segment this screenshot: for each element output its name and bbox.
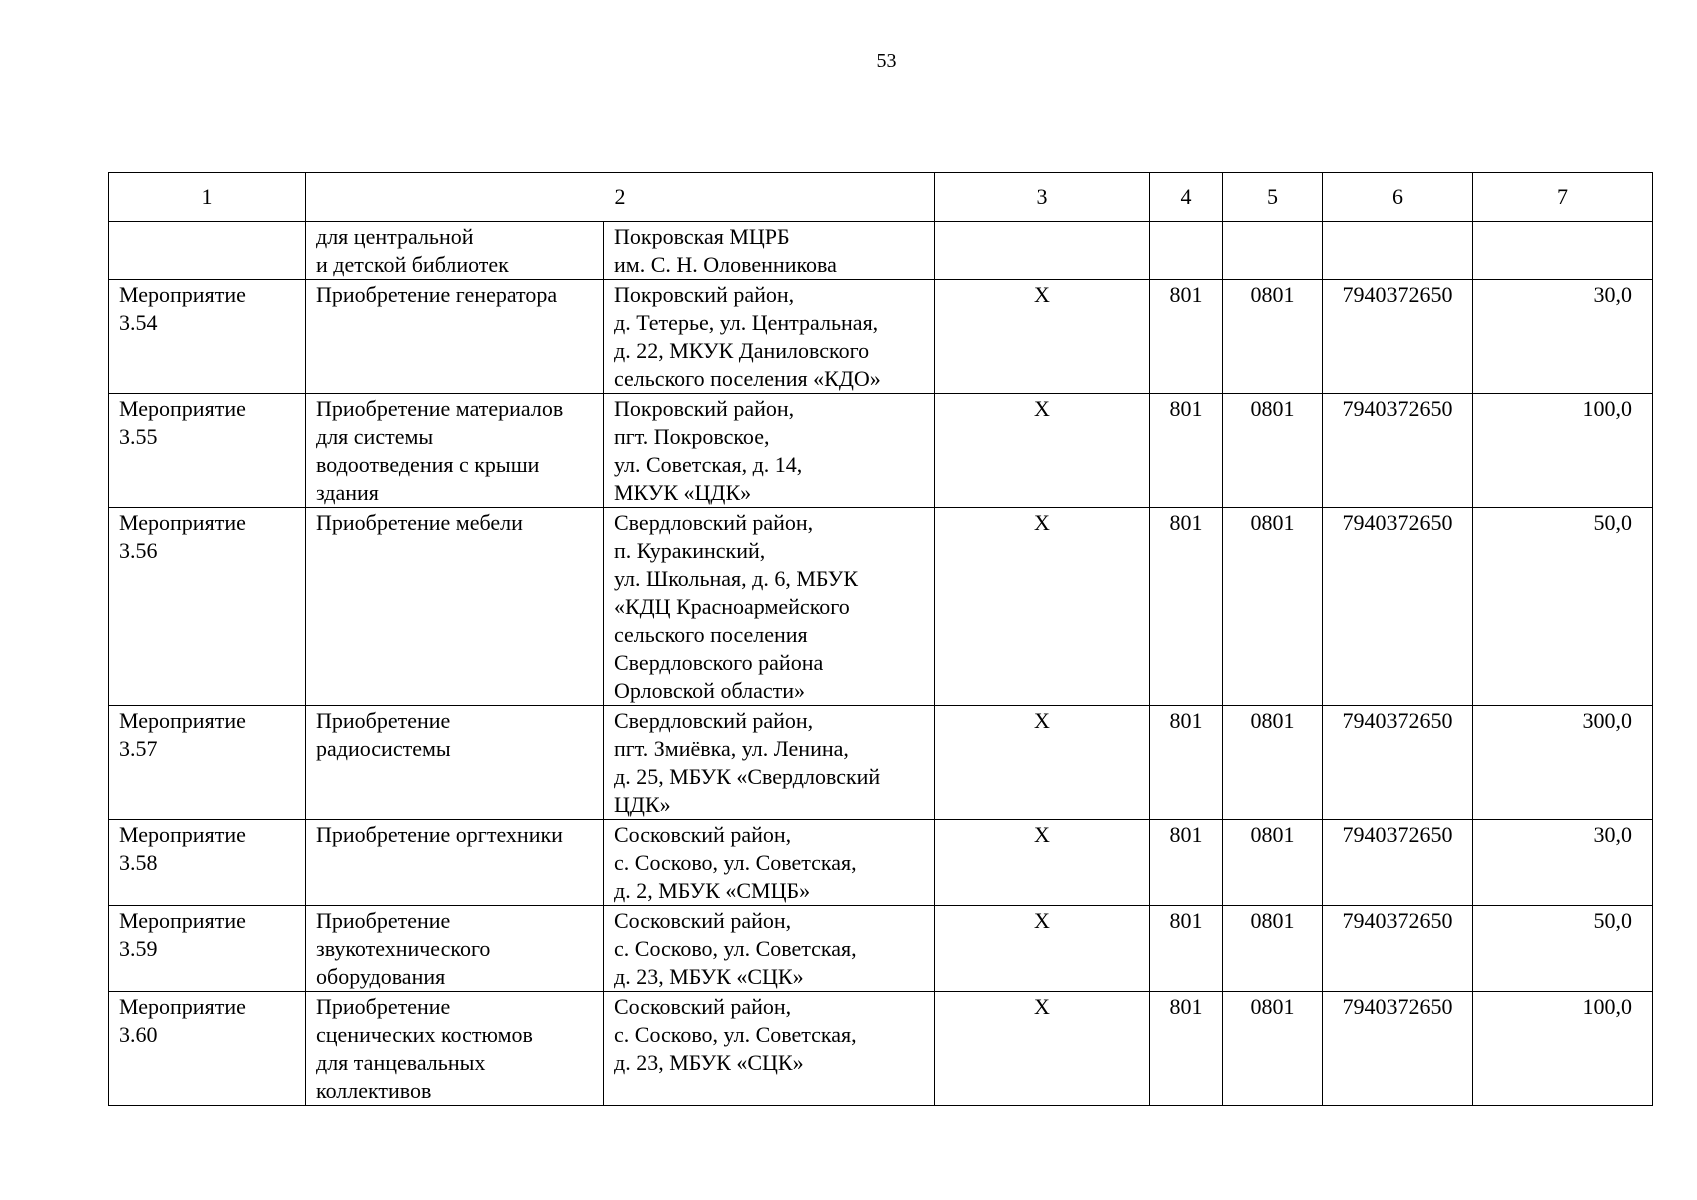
- col6-cell: 7940372650: [1323, 508, 1473, 706]
- col7-cell: 50,0: [1473, 508, 1653, 706]
- text-line: Приобретение мебели: [316, 510, 523, 535]
- text-line: «КДЦ Красноармейского: [614, 594, 850, 619]
- description-cell: [306, 508, 604, 706]
- text-line: им. С. Н. Оловенникова: [614, 252, 837, 277]
- text-line: Мероприятие: [119, 396, 246, 421]
- text-line: МКУК «ЦДК»: [614, 480, 752, 505]
- col7-cell: 30,0: [1473, 280, 1653, 394]
- description-cell: [306, 280, 604, 394]
- text-line: 3.57: [119, 736, 158, 761]
- measure-cell: [109, 394, 306, 508]
- col7-cell: [1473, 222, 1653, 280]
- text-line: здания: [316, 480, 379, 505]
- text-line: Сосковский район,: [614, 994, 792, 1019]
- text-line: Приобретение генератора: [316, 282, 558, 307]
- measure-cell: [109, 906, 306, 992]
- col5-cell: 0801: [1223, 820, 1323, 906]
- col3-cell: Х: [935, 992, 1150, 1106]
- text-line: пгт. Покровское,: [614, 424, 770, 449]
- col4-cell: 801: [1150, 394, 1223, 508]
- col5-cell: 0801: [1223, 992, 1323, 1106]
- col6-cell: 7940372650: [1323, 706, 1473, 820]
- text-line: и детской библиотек: [316, 252, 509, 277]
- text-line: с. Сосково, ул. Советская,: [614, 1022, 857, 1047]
- text-line: ЦДК»: [614, 792, 671, 817]
- col3-cell: Х: [935, 906, 1150, 992]
- text-line: Орловской области»: [614, 678, 805, 703]
- location-cell: [604, 820, 935, 906]
- text-line: д. 25, МБУК «Свердловский: [614, 764, 881, 789]
- header-cell: 3: [935, 173, 1150, 222]
- header-cell: 6: [1323, 173, 1473, 222]
- col6-cell: 7940372650: [1323, 992, 1473, 1106]
- text-line: с. Сосково, ул. Советская,: [614, 850, 857, 875]
- header-cell: 2: [306, 173, 935, 222]
- text-line: Мероприятие: [119, 282, 246, 307]
- location-cell: [604, 222, 935, 280]
- text-line: Покровская МЦРБ: [614, 224, 790, 249]
- table-header-row: [109, 173, 1653, 222]
- col5-cell: 0801: [1223, 706, 1323, 820]
- measure-cell: [109, 820, 306, 906]
- col4-cell: [1150, 222, 1223, 280]
- description-cell: [306, 992, 604, 1106]
- table-row: [109, 394, 1653, 508]
- text-line: 3.55: [119, 424, 158, 449]
- text-line: 3.60: [119, 1022, 158, 1047]
- header-cell: 7: [1473, 173, 1653, 222]
- text-line: водоотведения с крыши: [316, 452, 540, 477]
- text-line: Покровский район,: [614, 396, 795, 421]
- text-line: Мероприятие: [119, 994, 246, 1019]
- col3-cell: Х: [935, 820, 1150, 906]
- col6-cell: [1323, 222, 1473, 280]
- text-line: Мероприятие: [119, 822, 246, 847]
- col6-cell: 7940372650: [1323, 394, 1473, 508]
- text-line: д. 2, МБУК «СМЦБ»: [614, 878, 811, 903]
- text-line: ул. Советская, д. 14,: [614, 452, 803, 477]
- location-cell: [604, 394, 935, 508]
- measure-cell: [109, 280, 306, 394]
- table-row: [109, 280, 1653, 394]
- col5-cell: 0801: [1223, 508, 1323, 706]
- text-line: д. Тетерье, ул. Центральная,: [614, 310, 879, 335]
- text-line: оборудования: [316, 964, 446, 989]
- description-cell: [306, 394, 604, 508]
- col7-cell: 50,0: [1473, 906, 1653, 992]
- text-line: Свердловский район,: [614, 708, 814, 733]
- text-line: 3.58: [119, 850, 158, 875]
- text-line: пгт. Змиёвка, ул. Ленина,: [614, 736, 849, 761]
- text-line: 3.59: [119, 936, 158, 961]
- text-line: д. 23, МБУК «СЦК»: [614, 964, 804, 989]
- location-cell: [604, 992, 935, 1106]
- text-line: с. Сосково, ул. Советская,: [614, 936, 857, 961]
- col4-cell: 801: [1150, 906, 1223, 992]
- text-line: Мероприятие: [119, 510, 246, 535]
- location-cell: [604, 280, 935, 394]
- location-cell: [604, 508, 935, 706]
- text-line: Приобретение: [316, 994, 451, 1019]
- text-line: для танцевальных: [316, 1050, 486, 1075]
- col7-cell: 30,0: [1473, 820, 1653, 906]
- col5-cell: [1223, 222, 1323, 280]
- text-line: Сосковский район,: [614, 822, 792, 847]
- header-cell: 1: [109, 173, 306, 222]
- col4-cell: 801: [1150, 508, 1223, 706]
- text-line: Приобретение: [316, 708, 451, 733]
- text-line: 3.54: [119, 310, 158, 335]
- col5-cell: 0801: [1223, 906, 1323, 992]
- text-line: п. Куракинский,: [614, 538, 766, 563]
- text-line: д. 22, МКУК Даниловского: [614, 338, 870, 363]
- col7-cell: 300,0: [1473, 706, 1653, 820]
- text-line: радиосистемы: [316, 736, 451, 761]
- text-line: Сосковский район,: [614, 908, 792, 933]
- col3-cell: Х: [935, 394, 1150, 508]
- description-cell: [306, 820, 604, 906]
- continuation-row: [109, 222, 1653, 280]
- measure-cell: [109, 992, 306, 1106]
- text-line: 3.56: [119, 538, 158, 563]
- description-cell: [306, 222, 604, 280]
- text-line: сельского поселения «КДО»: [614, 366, 881, 391]
- description-cell: [306, 906, 604, 992]
- header-cell: 4: [1150, 173, 1223, 222]
- text-line: Приобретение материалов: [316, 396, 564, 421]
- measure-cell: [109, 508, 306, 706]
- col4-cell: 801: [1150, 992, 1223, 1106]
- col4-cell: 801: [1150, 280, 1223, 394]
- location-cell: [604, 906, 935, 992]
- col4-cell: 801: [1150, 820, 1223, 906]
- text-line: Приобретение: [316, 908, 451, 933]
- col5-cell: 0801: [1223, 280, 1323, 394]
- measures-table: [108, 172, 1653, 1106]
- col3-cell: Х: [935, 706, 1150, 820]
- col6-cell: 7940372650: [1323, 906, 1473, 992]
- col3-cell: [935, 222, 1150, 280]
- col5-cell: 0801: [1223, 394, 1323, 508]
- col3-cell: Х: [935, 280, 1150, 394]
- measure-cell: [109, 706, 306, 820]
- table-row: [109, 906, 1653, 992]
- table-row: [109, 992, 1653, 1106]
- text-line: Свердловский район,: [614, 510, 814, 535]
- text-line: для центральной: [316, 224, 474, 249]
- measure-cell: [109, 222, 306, 280]
- table-row: [109, 706, 1653, 820]
- text-line: Мероприятие: [119, 908, 246, 933]
- col4-cell: 801: [1150, 706, 1223, 820]
- col3-cell: Х: [935, 508, 1150, 706]
- table-row: [109, 820, 1653, 906]
- table-row: [109, 508, 1653, 706]
- text-line: сельского поселения: [614, 622, 808, 647]
- text-line: Приобретение оргтехники: [316, 822, 563, 847]
- text-line: Свердловского района: [614, 650, 824, 675]
- text-line: ул. Школьная, д. 6, МБУК: [614, 566, 859, 591]
- text-line: коллективов: [316, 1078, 432, 1103]
- page-number: 53: [876, 50, 897, 72]
- col7-cell: 100,0: [1473, 394, 1653, 508]
- text-line: д. 23, МБУК «СЦК»: [614, 1050, 804, 1075]
- col6-cell: 7940372650: [1323, 280, 1473, 394]
- description-cell: [306, 706, 604, 820]
- location-cell: [604, 706, 935, 820]
- text-line: Мероприятие: [119, 708, 246, 733]
- col6-cell: 7940372650: [1323, 820, 1473, 906]
- text-line: сценических костюмов: [316, 1022, 533, 1047]
- text-line: звукотехнического: [316, 936, 491, 961]
- text-line: Покровский район,: [614, 282, 795, 307]
- header-cell: 5: [1223, 173, 1323, 222]
- col7-cell: 100,0: [1473, 992, 1653, 1106]
- text-line: для системы: [316, 424, 434, 449]
